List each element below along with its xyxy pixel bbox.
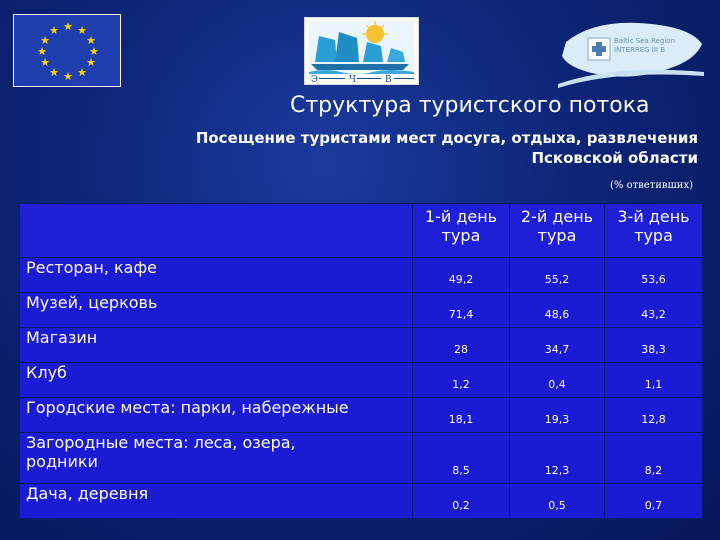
value-cell: 12,8 (605, 398, 703, 433)
value-cell: 28 (413, 328, 510, 363)
table-header-row (20, 204, 703, 258)
star-icon: ★ (49, 66, 59, 79)
unit-note: (% ответивших) (609, 180, 693, 191)
value-cell: 0,2 (413, 484, 510, 519)
table-row (20, 293, 703, 328)
row-label: Музей, церковь (20, 293, 413, 328)
table-row (20, 433, 703, 484)
ship-letter: Э (311, 75, 318, 84)
value-cell: 55,2 (510, 258, 605, 293)
subtitle-line: Посещение туристами мест досуга, отдыха, развлечения (195, 129, 698, 147)
value-cell: 8,5 (413, 433, 510, 484)
ship-letter: В (385, 75, 392, 84)
value-cell: 34,7 (510, 328, 605, 363)
value-cell: 1,2 (413, 363, 510, 398)
star-icon: ★ (49, 24, 59, 37)
value-cell: 48,6 (510, 293, 605, 328)
value-cell: 38,3 (605, 328, 703, 363)
table-row (20, 258, 703, 293)
star-icon: ★ (37, 45, 47, 58)
star-icon: ★ (40, 34, 50, 47)
star-icon: ★ (86, 34, 96, 47)
star-icon: ★ (40, 56, 50, 69)
header-corner-cell (20, 204, 413, 258)
star-icon: ★ (63, 20, 73, 33)
column-header: 1-й день тура (413, 204, 510, 258)
value-cell: 8,2 (605, 433, 703, 484)
value-cell: 18,1 (413, 398, 510, 433)
value-cell: 49,2 (413, 258, 510, 293)
value-cell: 1,1 (605, 363, 703, 398)
interreg-program-text: INTERREG III B (614, 46, 666, 54)
value-cell: 0,5 (510, 484, 605, 519)
row-label: Клуб (20, 363, 413, 398)
table-row (20, 328, 703, 363)
interreg-label (614, 37, 675, 55)
star-icon: ★ (77, 24, 87, 37)
subtitle-line: Псковской области (531, 149, 698, 167)
star-icon: ★ (89, 45, 99, 58)
star-icon: ★ (63, 70, 73, 83)
ship-logo (304, 17, 419, 85)
ship-letter: Ч (349, 75, 356, 84)
star-icon: ★ (86, 56, 96, 69)
value-cell: 0,4 (510, 363, 605, 398)
value-cell: 53,6 (605, 258, 703, 293)
row-label: Ресторан, кафе (20, 258, 413, 293)
value-cell: 19,3 (510, 398, 605, 433)
value-cell: 43,2 (605, 293, 703, 328)
row-label: Дача, деревня (20, 484, 413, 519)
eu-flag-logo (13, 14, 121, 87)
table-row (20, 363, 703, 398)
table-row (20, 484, 703, 519)
row-label: Городские места: парки, набережные (20, 398, 413, 433)
ships-icon (305, 18, 418, 84)
interreg-region-text: Baltic Sea Region (614, 37, 676, 45)
star-icon: ★ (77, 66, 87, 79)
page-title: Структура туристского потока (290, 93, 650, 118)
row-label: Загородные места: леса, озера, родники (20, 433, 413, 484)
value-cell: 0,7 (605, 484, 703, 519)
tourist-flow-table (19, 203, 703, 519)
value-cell: 12,3 (510, 433, 605, 484)
table-row (20, 398, 703, 433)
row-label: Магазин (20, 328, 413, 363)
page-subtitle (138, 128, 698, 168)
column-header: 2-й день тура (510, 204, 605, 258)
interreg-logo (556, 14, 706, 94)
value-cell: 71,4 (413, 293, 510, 328)
column-header: 3-й день тура (605, 204, 703, 258)
